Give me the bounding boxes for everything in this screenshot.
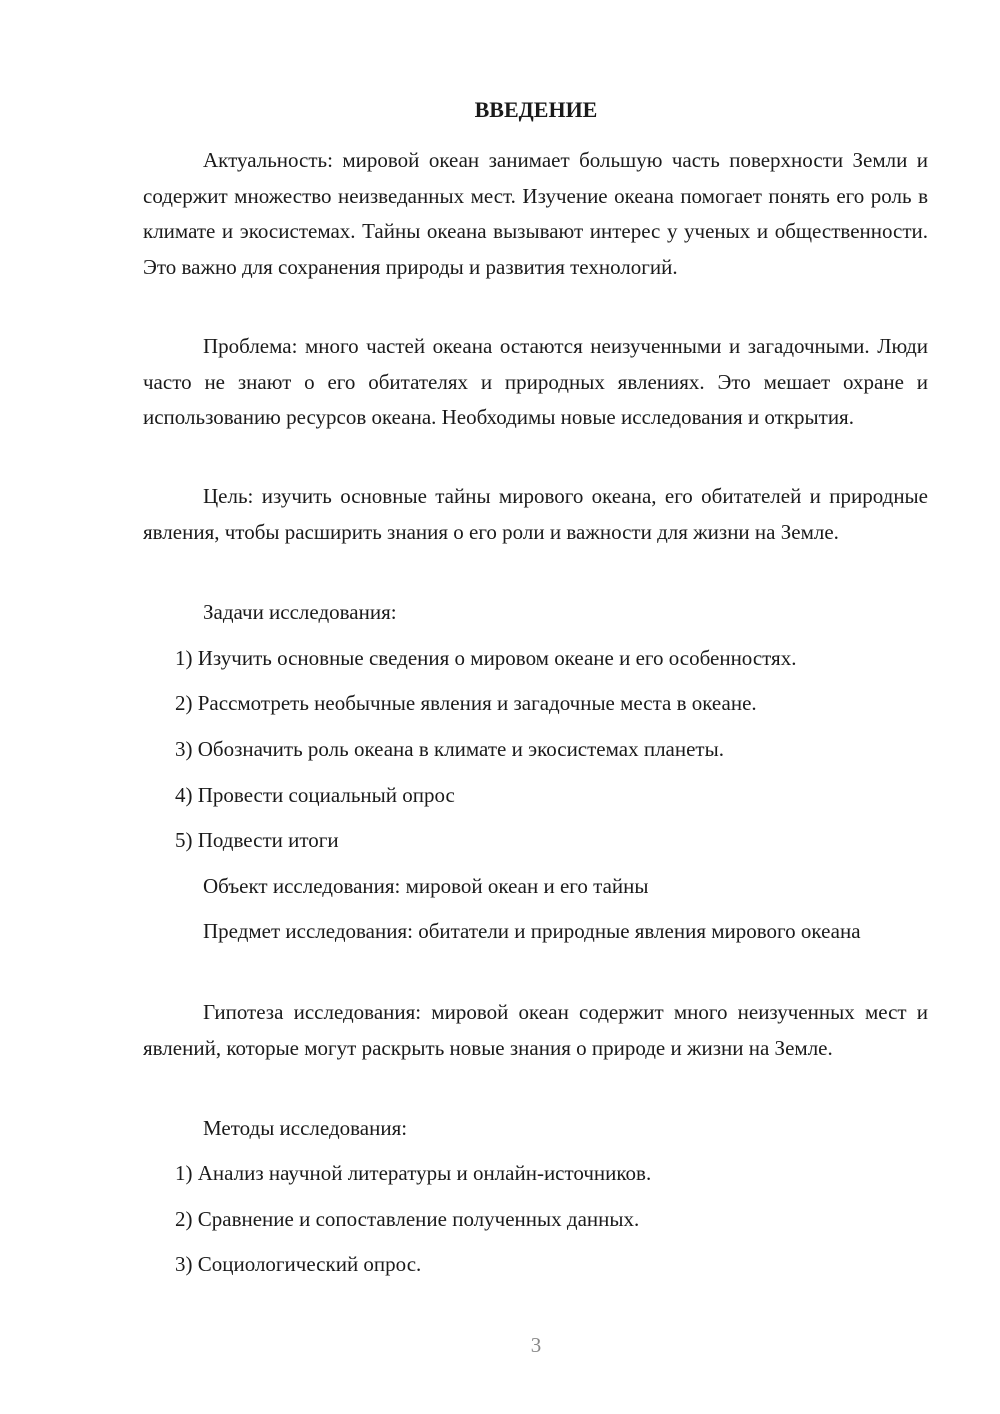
task-item: 4) Провести социальный опрос bbox=[175, 783, 455, 807]
object-line: Объект исследования: мировой океан и его тайны bbox=[203, 874, 649, 898]
method-item: 2) Сравнение и сопоставление полученных данных. bbox=[175, 1207, 640, 1231]
methods-heading: Методы исследования: bbox=[203, 1116, 408, 1140]
task-item: 2) Рассмотреть необычные явления и загадочные места в океане. bbox=[175, 691, 757, 715]
method-item: 3) Социологический опрос. bbox=[175, 1252, 422, 1276]
hypothesis-paragraph: Гипотеза исследования: мировой океан содержит много неизученных мест и явлений, которые могут раскрыть новые знания о природе и жизни на Земле. bbox=[143, 1000, 928, 1060]
task-item: 1) Изучить основные сведения о мировом океане и его особенностях. bbox=[175, 646, 797, 670]
method-item: 1) Анализ научной литературы и онлайн-источников. bbox=[175, 1161, 652, 1185]
section-title: ВВЕДЕНИЕ bbox=[474, 97, 598, 122]
task-item: 5) Подвести итоги bbox=[175, 828, 339, 852]
subject-paragraph: Предмет исследования: обитатели и природные явления мирового океана bbox=[203, 919, 861, 943]
page-number: 3 bbox=[530, 1333, 542, 1357]
goal-paragraph: Цель: изучить основные тайны мирового океана, его обитателей и природные явления, чтобы расширить знания о его роли и важности для жизни на Земле. bbox=[143, 484, 928, 544]
tasks-heading: Задачи исследования: bbox=[203, 600, 397, 624]
problem-paragraph: Проблема: много частей океана остаются неизученными и загадочными. Люди часто не знают о его обитателях и природных явлениях. Это мешает охране и использованию ресурсов океана. Необходимы новые исследования и открытия. bbox=[143, 334, 928, 429]
relevance-paragraph: Актуальность: мировой океан занимает большую часть поверхности Земли и содержит множество неизведанных мест. Изучение океана помогает понять его роль в климате и экосистемах. Тайны океана вызывают интерес у ученых и общественности. Это важно для сохранения природы и развития технологий. bbox=[143, 148, 928, 279]
task-item: 3) Обозначить роль океана в климате и экосистемах планеты. bbox=[175, 737, 724, 761]
